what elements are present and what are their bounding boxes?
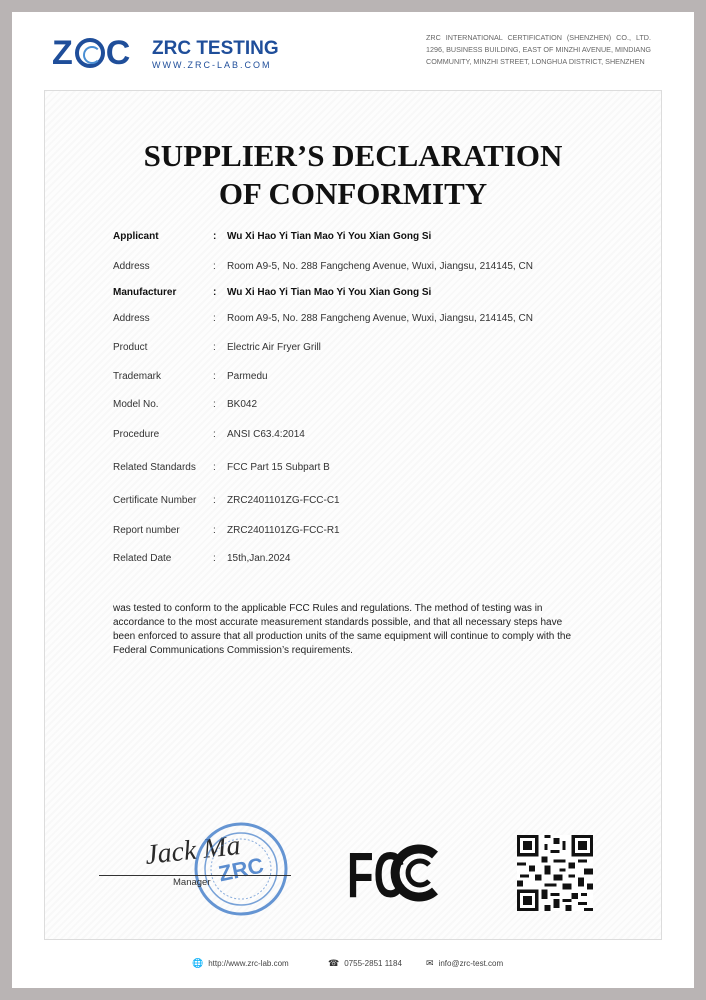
- footer-phone-text: 0755-2851 1184: [344, 959, 402, 968]
- field-value: Parmedu: [227, 371, 268, 382]
- field-colon: :: [213, 231, 217, 242]
- conformity-statement: was tested to conform to the applicable FCC Rules and regulations. The method of testing was in accordance to the most accurate measurement standards possible, and that all necessary steps have been enforced to assure that all production units of the same equipment will continue to comply with the Federal Communications Commission’s requirements.: [113, 603, 572, 656]
- field-label: Related Standards: [113, 462, 196, 473]
- field-colon: :: [213, 553, 216, 564]
- field-label: Product: [113, 342, 148, 353]
- certificate-frame: [44, 90, 662, 940]
- field-label: Model No.: [113, 399, 159, 410]
- field-colon: :: [213, 342, 216, 353]
- field-value: BK042: [227, 399, 258, 410]
- document-title: [45, 137, 661, 213]
- field-value: Room A9-5, No. 288 Fangcheng Avenue, Wuxi, Jiangsu, 214145, CN: [227, 261, 533, 272]
- field-label: Address: [113, 261, 150, 272]
- stamp-text: ZRC: [216, 852, 266, 887]
- field-label: Address: [113, 313, 150, 324]
- globe-icon: 🌐: [192, 958, 204, 968]
- field-colon: :: [213, 287, 217, 298]
- field-label: Related Date: [113, 553, 172, 564]
- field-value: Electric Air Fryer Grill: [227, 342, 321, 353]
- footer-phone: [328, 958, 402, 969]
- footer-website-text: http://www.zrc-lab.com: [208, 959, 289, 968]
- signature-line: [99, 875, 291, 876]
- qr-code-icon: [517, 835, 593, 911]
- field-colon: :: [213, 261, 216, 272]
- zrc-logo: Z C: [52, 34, 132, 72]
- brand-url: WWW.ZRC-LAB.COM: [152, 60, 272, 70]
- field-label: Report number: [113, 525, 180, 536]
- field-value: ZRC2401101ZG-FCC-R1: [227, 525, 340, 536]
- field-colon: :: [213, 429, 216, 440]
- field-value: Room A9-5, No. 288 Fangcheng Avenue, Wuxi, Jiangsu, 214145, CN: [227, 313, 533, 324]
- fcc-logo-icon: [347, 841, 439, 905]
- field-colon: :: [213, 462, 216, 473]
- footer-email-text: info@zrc-test.com: [438, 959, 504, 968]
- field-colon: :: [213, 371, 216, 382]
- signature-role: Manager: [173, 877, 211, 888]
- footer-email[interactable]: [426, 958, 503, 969]
- field-value: 15th,Jan.2024: [227, 553, 291, 564]
- mail-icon: ✉: [426, 958, 434, 968]
- footer-website[interactable]: [192, 958, 289, 969]
- field-colon: :: [213, 495, 216, 506]
- field-label: Applicant: [113, 231, 159, 242]
- brand-name: ZRC TESTING: [152, 38, 279, 59]
- fcc-logo-text: FC: [347, 841, 405, 905]
- phone-icon: ☎: [328, 958, 340, 968]
- manager-signature: Jack Ma: [143, 830, 242, 871]
- logo-ring-icon: [75, 38, 105, 68]
- field-value: Wu Xi Hao Yi Tian Mao Yi You Xian Gong Si: [227, 287, 432, 298]
- title-line-1: SUPPLIER’S DECLARATION: [143, 138, 563, 173]
- title-line-2: OF CONFORMITY: [218, 176, 488, 211]
- field-value: ANSI C63.4:2014: [227, 429, 305, 440]
- company-address: ZRC INTERNATIONAL CERTIFICATION (SHENZHEN) CO., LTD. 1296, BUSINESS BUILDING, EAST OF MINZHI AVENUE, MINDIANG COMMUNITY, MINZHI STREET, LONGHUA DISTRICT, SHENZHEN: [426, 33, 651, 66]
- zrc-stamp-icon: [191, 819, 291, 919]
- field-label: Certificate Number: [113, 495, 197, 506]
- field-colon: :: [213, 313, 216, 324]
- field-value: Wu Xi Hao Yi Tian Mao Yi You Xian Gong Si: [227, 231, 432, 242]
- field-label: Procedure: [113, 429, 160, 440]
- field-colon: :: [213, 525, 216, 536]
- certificate-page: [12, 12, 694, 988]
- field-label: Manufacturer: [113, 287, 177, 298]
- field-value: ZRC2401101ZG-FCC-C1: [227, 495, 340, 506]
- field-value: FCC Part 15 Subpart B: [227, 462, 330, 473]
- field-colon: :: [213, 399, 216, 410]
- field-label: Trademark: [113, 371, 161, 382]
